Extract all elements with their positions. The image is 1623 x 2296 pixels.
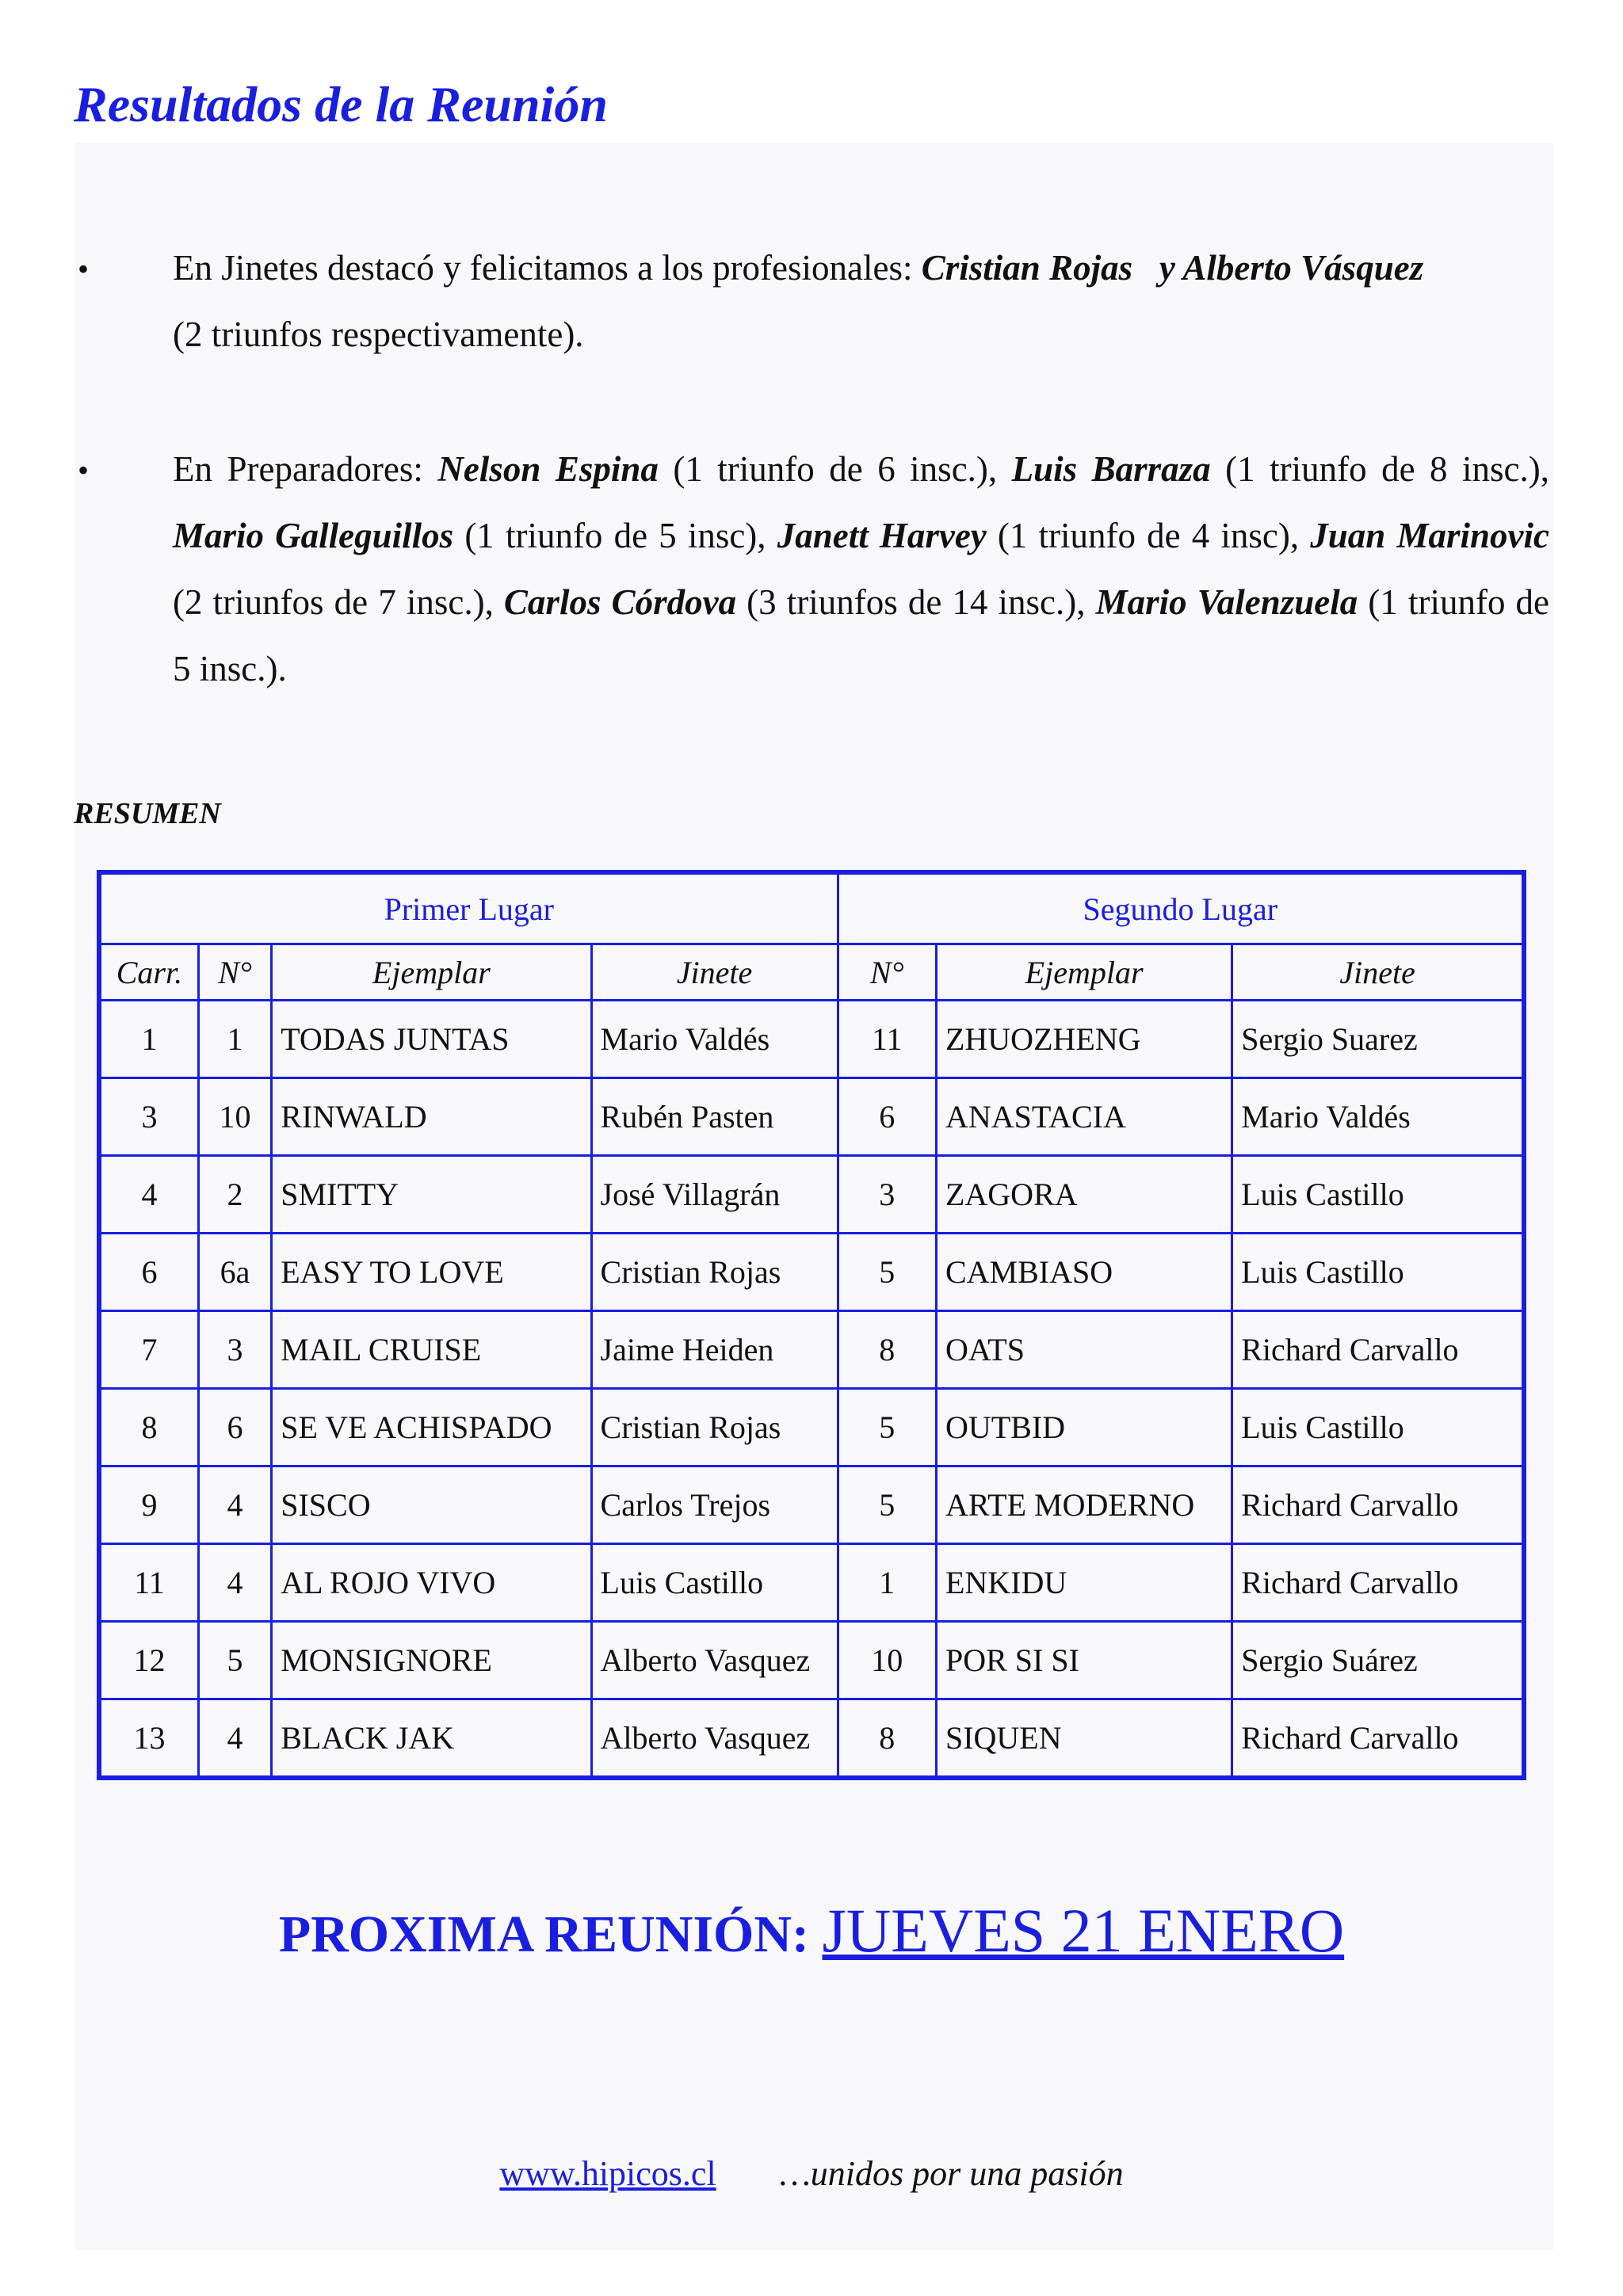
second-place-number: 5 [838, 1234, 936, 1311]
second-place-horse: OATS [936, 1311, 1232, 1389]
column-header: N° [198, 944, 271, 1001]
second-place-horse: SIQUEN [936, 1699, 1232, 1779]
first-place-horse: AL ROJO VIVO [272, 1544, 591, 1622]
bullet-icon: • [78, 251, 90, 287]
first-place-horse: MAIL CRUISE [272, 1311, 591, 1389]
preparador-detail: (1 triunfo de 4 insc), [986, 516, 1311, 555]
column-header: Carr. [99, 944, 198, 1001]
first-place-jockey: Jaime Heiden [591, 1311, 838, 1389]
preparador-detail: (1 triunfo de 8 insc.), [1210, 449, 1549, 489]
preparador-name: Nelson Espina [437, 449, 659, 489]
first-place-number: 4 [198, 1544, 271, 1622]
preparador-detail: (1 triunfo de 5 insc), [453, 516, 777, 555]
race-number: 8 [99, 1389, 198, 1466]
second-place-jockey: Richard Carvallo [1232, 1311, 1524, 1389]
jinetes-suffix: (2 triunfos respectivamente). [173, 315, 584, 354]
second-place-horse: ZAGORA [936, 1156, 1232, 1234]
second-place-number: 5 [838, 1466, 936, 1544]
table-row [99, 1311, 1524, 1389]
second-place-jockey: Mario Valdés [1232, 1078, 1524, 1156]
column-header: Ejemplar [936, 944, 1232, 1001]
table-row [99, 1544, 1524, 1622]
first-place-jockey: José Villagrán [591, 1156, 838, 1234]
second-place-jockey: Sergio Suárez [1232, 1622, 1524, 1699]
first-place-jockey: Carlos Trejos [591, 1466, 838, 1544]
first-place-horse: RINWALD [272, 1078, 591, 1156]
table-body [99, 1001, 1524, 1779]
preparador-detail: (3 triunfos de 14 insc.), [736, 582, 1096, 622]
preparadores-paragraph [173, 436, 1549, 702]
preparador-name: Mario Valenzuela [1095, 582, 1358, 622]
jinete-name: Cristian Rojas [921, 248, 1133, 288]
second-place-horse: CAMBIASO [936, 1234, 1232, 1311]
race-number: 11 [99, 1544, 198, 1622]
preparador-detail: (2 triunfos de 7 insc.), [173, 582, 504, 622]
table-row [99, 1389, 1524, 1466]
second-place-number: 1 [838, 1544, 936, 1622]
race-number: 3 [99, 1078, 198, 1156]
second-place-jockey: Luis Castillo [1232, 1156, 1524, 1234]
second-place-jockey: Sergio Suarez [1232, 1001, 1524, 1078]
group-header-segundo-lugar: Segundo Lugar [838, 872, 1524, 944]
race-number: 6 [99, 1234, 198, 1311]
next-meeting-date: JUEVES 21 ENERO [822, 1896, 1345, 1965]
race-number: 4 [99, 1156, 198, 1234]
preparador-name: Luis Barraza [1011, 449, 1211, 489]
column-header: Jinete [1232, 944, 1524, 1001]
first-place-horse: EASY TO LOVE [272, 1234, 591, 1311]
first-place-number: 6 [198, 1389, 271, 1466]
second-place-jockey: Richard Carvallo [1232, 1544, 1524, 1622]
first-place-horse: SMITTY [272, 1156, 591, 1234]
second-place-jockey: Richard Carvallo [1232, 1466, 1524, 1544]
first-place-horse: MONSIGNORE [272, 1622, 591, 1699]
table-row [99, 1699, 1524, 1779]
next-meeting-label: PROXIMA REUNIÓN: [278, 1905, 823, 1963]
next-meeting [0, 1895, 1623, 1966]
second-place-horse: OUTBID [936, 1389, 1232, 1466]
first-place-jockey: Luis Castillo [591, 1544, 838, 1622]
first-place-jockey: Cristian Rojas [591, 1389, 838, 1466]
second-place-jockey: Richard Carvallo [1232, 1699, 1524, 1779]
table-row [99, 1466, 1524, 1544]
table-row [99, 1234, 1524, 1311]
second-place-horse: ZHUOZHENG [936, 1001, 1232, 1078]
preparador-name: Mario Galleguillos [173, 516, 454, 555]
preparadores-prefix: En Preparadores: [173, 449, 438, 489]
first-place-number: 3 [198, 1311, 271, 1389]
first-place-number: 1 [198, 1001, 271, 1078]
column-header: N° [838, 944, 936, 1001]
slogan: …unidos por una pasión [779, 2154, 1124, 2193]
first-place-horse: SE VE ACHISPADO [272, 1389, 591, 1466]
first-place-jockey: Alberto Vasquez [591, 1699, 838, 1779]
race-number: 1 [99, 1001, 198, 1078]
second-place-jockey: Luis Castillo [1232, 1234, 1524, 1311]
bullet-icon: • [78, 452, 90, 488]
first-place-jockey: Alberto Vasquez [591, 1622, 838, 1699]
second-place-number: 8 [838, 1699, 936, 1779]
preparador-name: Carlos Córdova [503, 582, 737, 622]
race-number: 13 [99, 1699, 198, 1779]
first-place-jockey: Cristian Rojas [591, 1234, 838, 1311]
table-row [99, 1156, 1524, 1234]
first-place-number: 4 [198, 1466, 271, 1544]
preparador-detail: (1 triunfo de 6 insc.), [658, 449, 1012, 489]
first-place-number: 5 [198, 1622, 271, 1699]
results-table [97, 870, 1526, 1780]
first-place-jockey: Rubén Pasten [591, 1078, 838, 1156]
website-link[interactable]: www.hipicos.cl [499, 2154, 716, 2193]
jinetes-paragraph [173, 235, 1549, 368]
second-place-horse: POR SI SI [936, 1622, 1232, 1699]
preparador-name: Juan Marinovic [1310, 516, 1549, 555]
second-place-number: 11 [838, 1001, 936, 1078]
second-place-horse: ANASTACIA [936, 1078, 1232, 1156]
race-number: 9 [99, 1466, 198, 1544]
table-row [99, 1622, 1524, 1699]
preparador-detail: (1 triunfo de 5 insc.). [173, 582, 1550, 688]
first-place-number: 4 [198, 1699, 271, 1779]
race-number: 12 [99, 1622, 198, 1699]
table-row [99, 1001, 1524, 1078]
column-header: Ejemplar [272, 944, 591, 1001]
page-title: Resultados de la Reunión [74, 76, 608, 132]
second-place-horse: ARTE MODERNO [936, 1466, 1232, 1544]
second-place-number: 10 [838, 1622, 936, 1699]
footer [0, 2153, 1623, 2194]
second-place-jockey: Luis Castillo [1232, 1389, 1524, 1466]
second-place-number: 8 [838, 1311, 936, 1389]
second-place-number: 3 [838, 1156, 936, 1234]
first-place-number: 6a [198, 1234, 271, 1311]
second-place-horse: ENKIDU [936, 1544, 1232, 1622]
first-place-number: 2 [198, 1156, 271, 1234]
column-header: Jinete [591, 944, 838, 1001]
second-place-number: 6 [838, 1078, 936, 1156]
first-place-horse: BLACK JAK [272, 1699, 591, 1779]
first-place-horse: TODAS JUNTAS [272, 1001, 591, 1078]
group-header-primer-lugar: Primer Lugar [99, 872, 838, 944]
first-place-number: 10 [198, 1078, 271, 1156]
table-row [99, 1078, 1524, 1156]
column-header-row [99, 944, 1524, 1001]
jinete-name: y Alberto Vásquez [1159, 248, 1424, 288]
resumen-label: RESUMEN [74, 797, 221, 830]
second-place-number: 5 [838, 1389, 936, 1466]
first-place-horse: SISCO [272, 1466, 591, 1544]
preparador-name: Janett Harvey [777, 516, 987, 555]
first-place-jockey: Mario Valdés [591, 1001, 838, 1078]
jinetes-prefix: En Jinetes destacó y felicitamos a los profesionales: [173, 248, 922, 288]
race-number: 7 [99, 1311, 198, 1389]
